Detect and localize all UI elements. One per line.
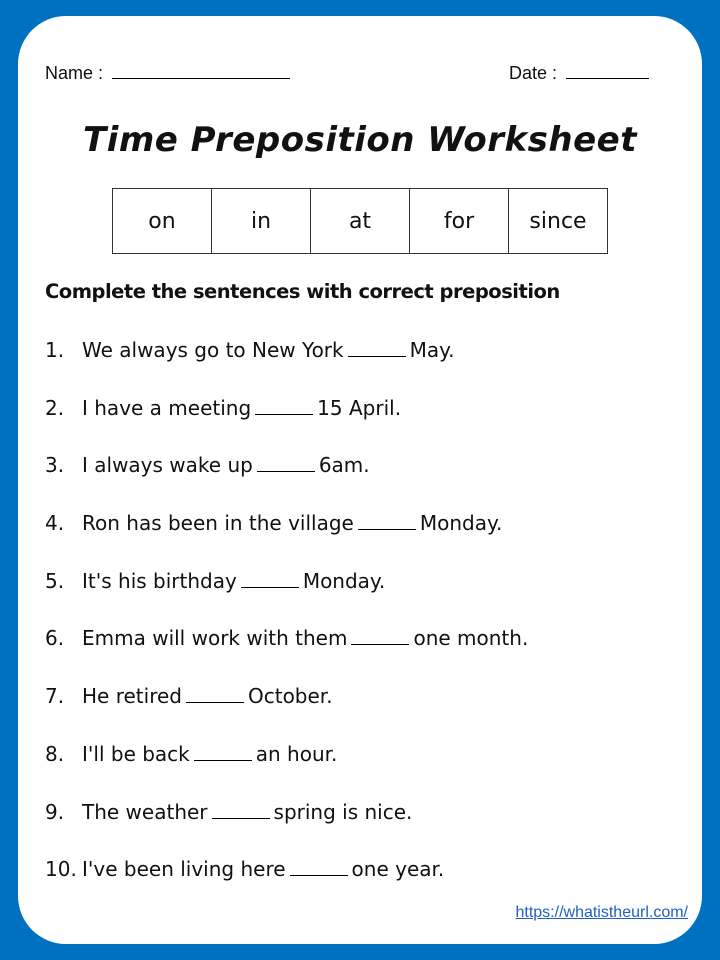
word-bank-item: for <box>410 189 509 254</box>
question-text-after: 15 April. <box>317 395 402 420</box>
question-text-before: Ron has been in the village <box>82 511 354 536</box>
question-item <box>45 338 528 396</box>
name-blank[interactable] <box>112 62 290 79</box>
answer-blank[interactable] <box>358 515 416 530</box>
word-bank-item: on <box>113 189 212 254</box>
question-item <box>45 626 528 684</box>
question-item <box>45 511 528 569</box>
question-number: 5. <box>45 568 65 593</box>
question-item <box>45 569 528 627</box>
word-bank-item: in <box>212 189 311 254</box>
answer-blank[interactable] <box>348 342 406 357</box>
answer-blank[interactable] <box>194 746 252 761</box>
question-number: 6. <box>45 626 65 651</box>
name-label: Name : <box>45 63 104 83</box>
question-text-before: Emma will work with them <box>82 626 348 651</box>
question-text-before: It's his birthday <box>82 568 237 593</box>
question-list <box>45 338 528 915</box>
question-number: 8. <box>45 741 65 766</box>
question-number: 9. <box>45 799 65 824</box>
question-number: 10. <box>45 857 77 882</box>
question-text-after: 6am. <box>318 453 370 478</box>
answer-blank[interactable] <box>257 457 315 472</box>
name-field <box>45 62 290 84</box>
word-bank-item: since <box>509 189 608 254</box>
question-text-after: May. <box>409 338 455 362</box>
question-text-before: We always go to New York <box>82 338 344 362</box>
question-item <box>45 742 528 800</box>
question-text-before: I have a meeting <box>82 395 252 420</box>
word-bank-item: at <box>311 189 410 254</box>
answer-blank[interactable] <box>241 573 299 588</box>
answer-blank[interactable] <box>212 804 270 819</box>
question-text-after: Monday. <box>302 568 386 593</box>
source-link[interactable]: https://whatistheurl.com/ <box>515 904 688 921</box>
question-text-after: spring is nice. <box>273 799 413 824</box>
word-bank <box>112 188 608 254</box>
answer-blank[interactable] <box>351 630 409 645</box>
question-text-after: one year. <box>351 857 445 882</box>
question-item <box>45 684 528 742</box>
date-field <box>509 62 649 84</box>
question-text-before: The weather <box>82 799 208 824</box>
answer-blank[interactable] <box>290 861 348 876</box>
question-number: 1. <box>45 338 65 362</box>
question-text-before: I always wake up <box>82 453 253 478</box>
question-text-before: I've been living here <box>82 857 286 882</box>
date-label: Date : <box>509 63 558 83</box>
question-number: 7. <box>45 684 65 709</box>
question-text-after: an hour. <box>255 741 338 766</box>
question-item <box>45 396 528 454</box>
question-text-after: one month. <box>413 626 529 651</box>
question-number: 3. <box>45 453 65 478</box>
question-item <box>45 857 528 915</box>
question-text-before: He retired <box>82 684 182 709</box>
date-blank[interactable] <box>566 62 649 79</box>
question-item <box>45 800 528 858</box>
answer-blank[interactable] <box>186 688 244 703</box>
question-item <box>45 453 528 511</box>
question-number: 2. <box>45 395 65 420</box>
page-title: Time Preposition Worksheet <box>83 120 637 160</box>
question-number: 4. <box>45 511 65 536</box>
question-text-after: October. <box>247 684 333 709</box>
instructions: Complete the sentences with correct preposition <box>45 280 560 303</box>
question-text-after: Monday. <box>419 511 503 536</box>
question-text-before: I'll be back <box>82 741 190 766</box>
answer-blank[interactable] <box>255 400 313 415</box>
